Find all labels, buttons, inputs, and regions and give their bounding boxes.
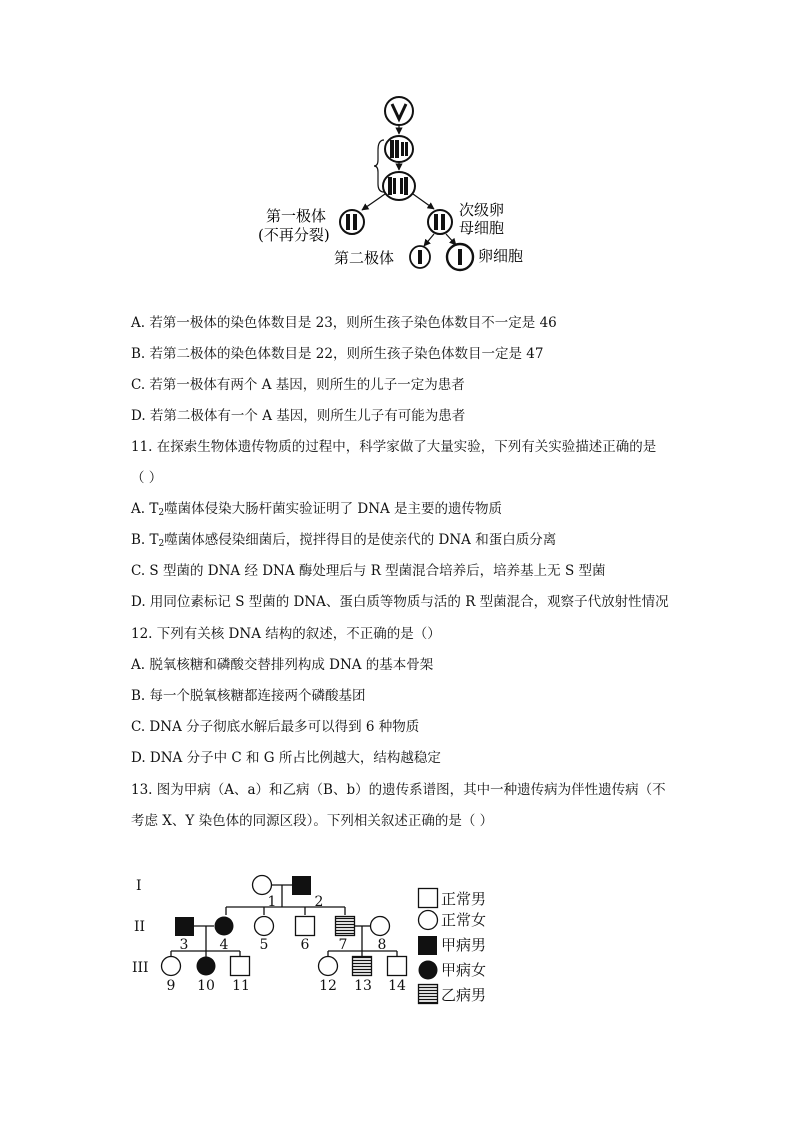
generation-label-i: I (136, 878, 142, 894)
individual-12-normal-female (319, 957, 338, 976)
generation-label-iii: III (132, 960, 149, 976)
q11-option-a-sub: 2 (158, 508, 165, 518)
pedigree-chart (0, 860, 794, 1020)
individual-number-12: 12 (319, 978, 337, 994)
individual-11-normal-male (231, 957, 250, 976)
primary-oocyte-tetrad-cell (383, 172, 415, 200)
individual-number-14: 14 (388, 978, 406, 994)
q10-option-c: C. 若第一极体有两个 A 基因，则所生的儿子一定为患者 (131, 377, 465, 393)
legend-affected-male-a-symbol (418, 936, 437, 955)
q11-option-a-post: 噬菌体侵染大肠杆菌实验证明了 DNA 是主要的遗传物质 (164, 501, 503, 517)
individual-number-11: 11 (232, 978, 250, 994)
q12-option-c: C. DNA 分子彻底水解后最多可以得到 6 种物质 (131, 719, 420, 735)
q13-stem-line2: 考虑 X、Y 染色体的同源区段）。下列相关叙述正确的是（ ） (131, 813, 494, 829)
individual-2-affected-male-a (292, 876, 311, 895)
q11-option-a (131, 500, 502, 522)
individual-13-affected-male-b (353, 957, 372, 976)
primary-oocyte-cell (385, 97, 413, 125)
q12-stem: 12. 下列有关核 DNA 结构的叙述，不正确的是（） (131, 626, 441, 642)
legend-affected-female-a-label: 甲病女 (441, 961, 487, 979)
label-second-polar: 第二极体 (334, 249, 395, 267)
second-polar-body-cell (410, 246, 430, 268)
individual-9-normal-female (162, 957, 181, 976)
individual-8-normal-female (371, 917, 390, 936)
q12-option-a: A. 脱氧核糖和磷酸交替排列构成 DNA 的基本骨架 (131, 657, 434, 673)
legend-normal-female-symbol (419, 911, 438, 930)
individual-number-13: 13 (354, 978, 372, 994)
individual-7-affected-male-b (336, 917, 355, 936)
q12-option-d: D. DNA 分子中 C 和 G 所占比例越大，结构越稳定 (131, 750, 441, 766)
secondary-oocyte-cell (428, 210, 452, 234)
legend-affected-male-b-label: 乙病男 (441, 986, 487, 1004)
individual-5-normal-female (255, 917, 274, 936)
individual-14-normal-male (388, 957, 407, 976)
legend-affected-male-b-symbol (419, 985, 438, 1004)
egg-cell (447, 244, 473, 270)
q11-option-b (131, 531, 556, 553)
individual-number-2: 2 (314, 894, 324, 910)
individual-number-1: 1 (267, 894, 277, 910)
q11-option-a-pre: A. T (131, 501, 159, 517)
q11-paren: （ ） (131, 470, 163, 486)
individual-number-4: 4 (219, 937, 229, 953)
legend-affected-female-a-symbol (419, 961, 438, 980)
legend-normal-female-label: 正常女 (441, 911, 487, 929)
individual-6-normal-male (296, 917, 315, 936)
label-secondary-oocyte-2: 母细胞 (459, 219, 505, 237)
replicated-cell (385, 136, 413, 162)
individual-number-9: 9 (166, 978, 176, 994)
q10-option-b: B. 若第二极体的染色体数目是 22，则所生孩子染色体数目一定是 47 (131, 346, 544, 362)
individual-number-3: 3 (179, 937, 189, 953)
individual-10-affected-female-a (197, 957, 216, 976)
q11-option-b-pre: B. T (131, 532, 159, 548)
label-egg: 卵细胞 (478, 247, 524, 265)
first-polar-body-cell (340, 210, 364, 234)
legend-affected-male-a-label: 甲病男 (441, 936, 487, 954)
meiosis-diagram (0, 0, 794, 280)
generation-label-ii: II (134, 919, 146, 935)
individual-number-10: 10 (197, 978, 215, 994)
individual-1-normal-female (253, 876, 272, 895)
legend-normal-male-symbol (419, 889, 438, 908)
q10-option-a: A. 若第一极体的染色体数目是 23，则所生孩子染色体数目不一定是 46 (131, 315, 557, 331)
q11-stem: 11. 在探索生物体遗传物质的过程中，科学家做了大量实验，下列有关实验描述正确的是 (131, 439, 657, 455)
label-first-polar-1: 第一极体 (266, 207, 327, 225)
q11-option-b-sub: 2 (158, 539, 165, 549)
individual-number-8: 8 (377, 937, 387, 953)
q12-option-b: B. 每一个脱氧核糖都连接两个磷酸基团 (131, 688, 366, 704)
individual-number-7: 7 (338, 937, 348, 953)
label-secondary-oocyte-1: 次级卵 (459, 201, 505, 219)
individual-number-5: 5 (259, 937, 269, 953)
q11-option-d: D. 用同位素标记 S 型菌的 DNA、蛋白质等物质与活的 R 型菌混合，观察子代放射性情况 (131, 594, 669, 610)
individual-4-affected-female-a (215, 917, 234, 936)
q10-option-d: D. 若第二极体有一个 A 基因，则所生儿子有可能为患者 (131, 408, 466, 424)
q11-option-b-post: 噬菌体感侵染细菌后，搅拌得目的是使亲代的 DNA 和蛋白质分离 (164, 532, 557, 548)
label-first-polar-2: (不再分裂) (258, 226, 330, 244)
individual-number-6: 6 (300, 937, 310, 953)
q13-stem-line1: 13. 图为甲病（A、a）和乙病（B、b）的遗传系谱图，其中一种遗传病为伴性遗传病（不 (131, 782, 666, 798)
individual-3-affected-male-a (175, 917, 194, 936)
legend-normal-male-label: 正常男 (441, 890, 487, 908)
q11-option-c: C. S 型菌的 DNA 经 DNA 酶处理后与 R 型菌混合培养后，培养基上无 S 型菌 (131, 563, 606, 579)
